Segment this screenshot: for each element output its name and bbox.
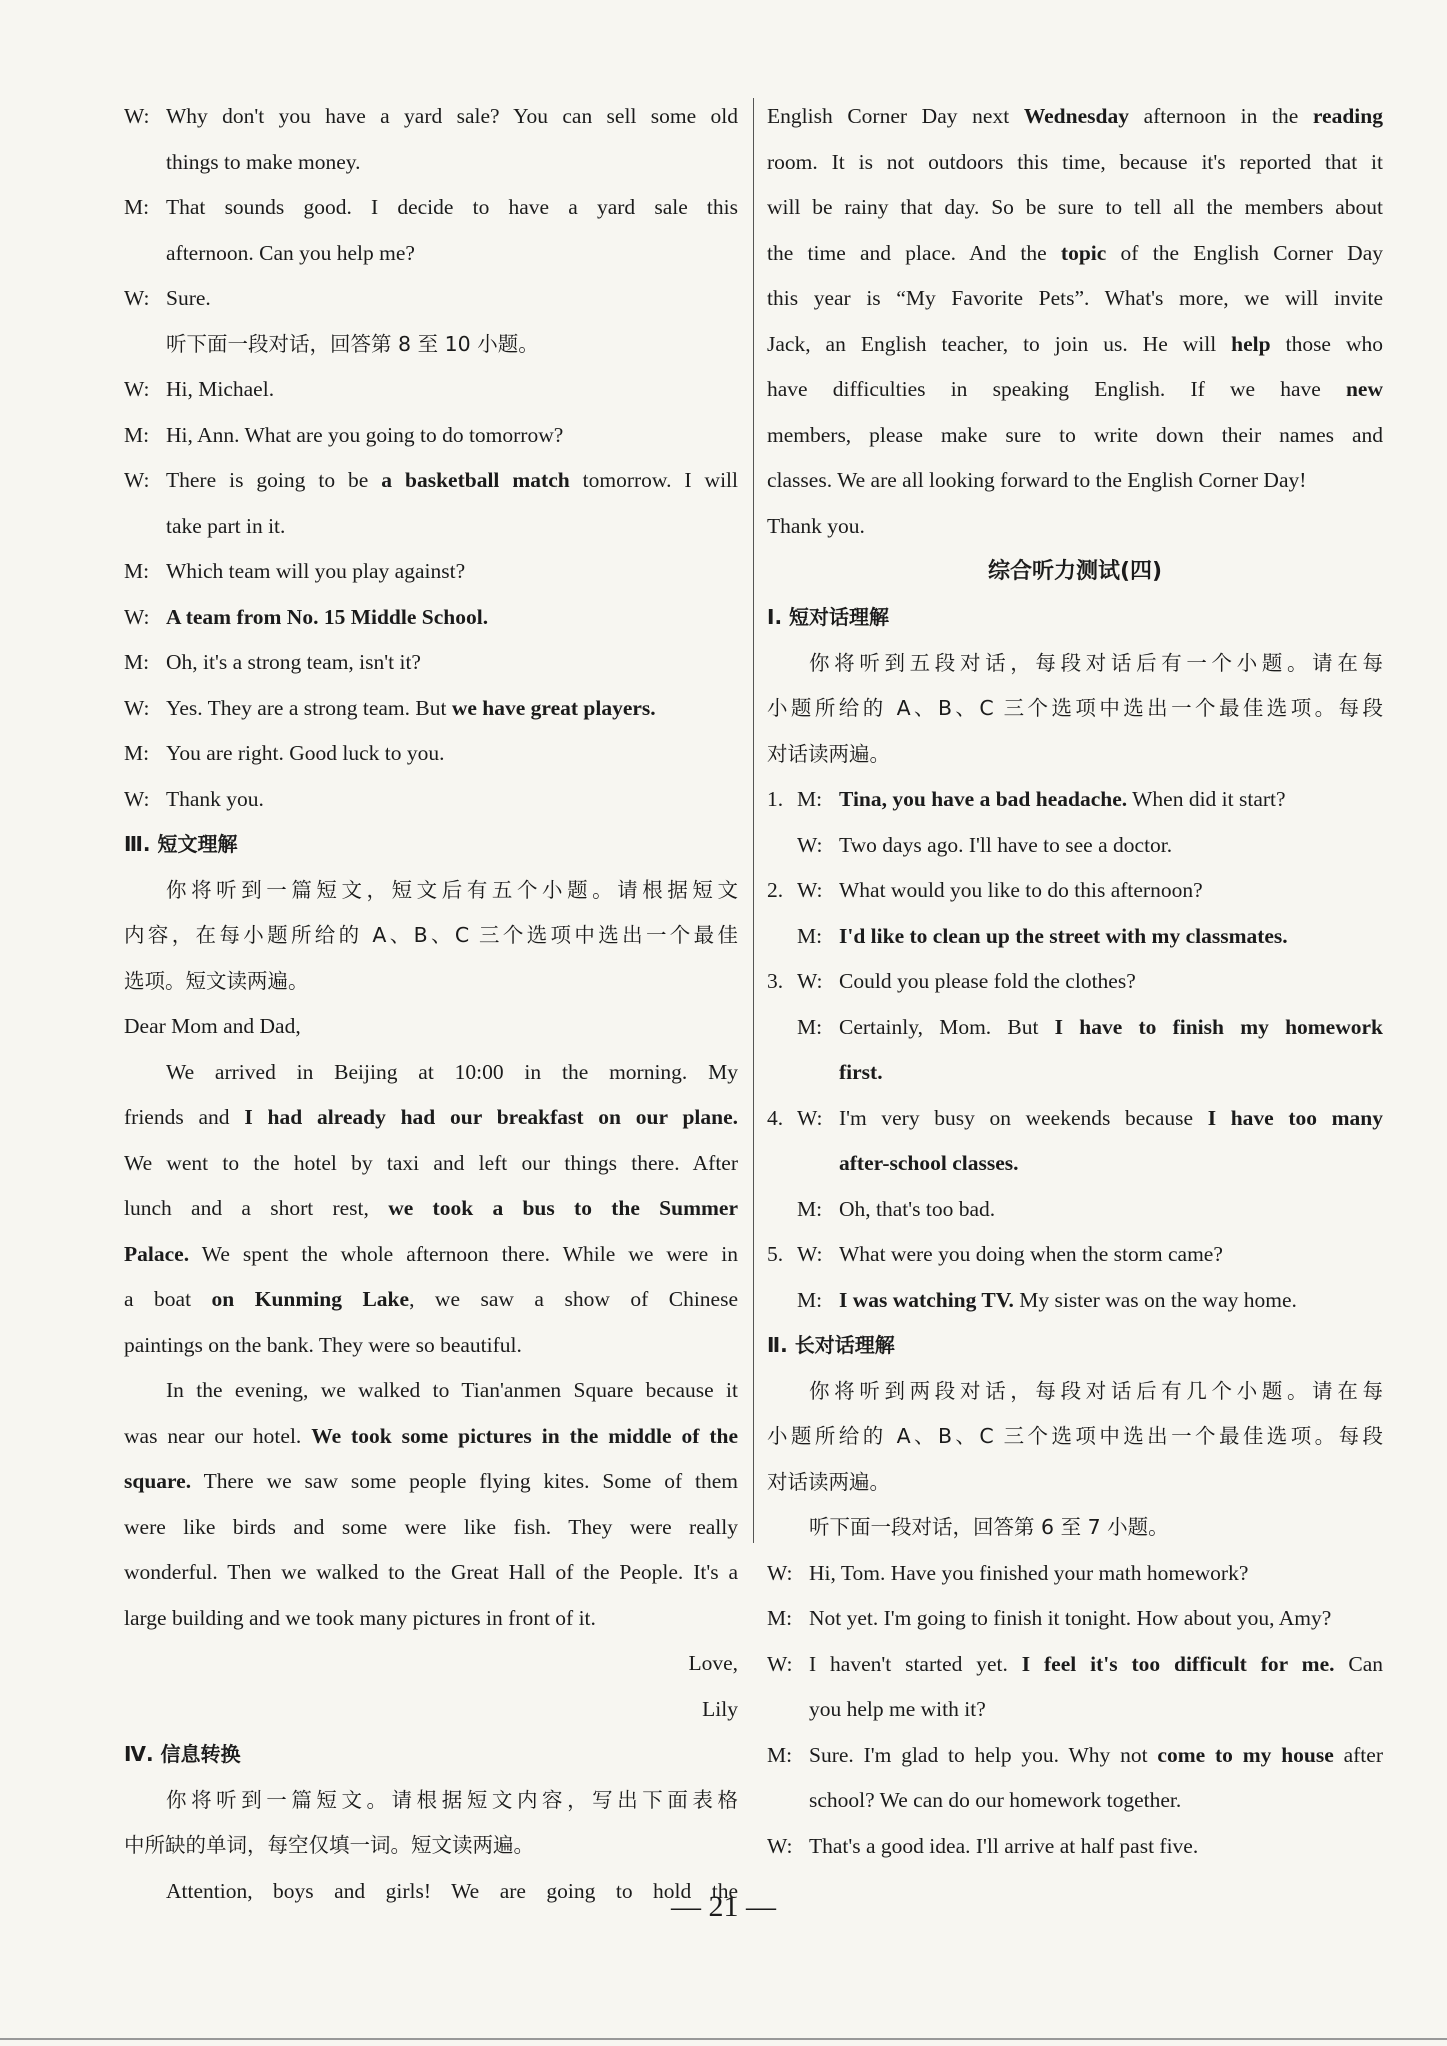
speaker-label: W: [767,1560,793,1585]
text-segment: Oh, that's too bad. [839,1196,996,1221]
dialog-text [166,777,738,823]
dialog-text [166,640,738,686]
dialog-text [166,549,738,595]
speaker-label: W: [124,468,150,492]
dialog-basketball [124,367,738,822]
dialog-line [124,185,738,231]
footer-rule [0,2038,1447,2040]
speaker-label: W: [124,695,150,720]
text-segment: Sure. [166,286,211,310]
instruction-line: 小题所给的 A、B、C 三个选项中选出一个最佳选项。每段 [767,1424,1383,1448]
text-segment: of the English Corner Day [1106,240,1383,265]
section-2-instructions [767,1369,1383,1506]
text-line [767,413,1383,459]
text-segment: friends and [124,1105,245,1129]
question-number [767,1005,797,1051]
text-segment: There is going to be [166,468,382,492]
question-number [767,1278,797,1324]
emphasis-text: I feel it's too difficult for me. [1021,1651,1335,1676]
text-segment: large building and we took many pictures in front of it. [124,1605,596,1630]
text-segment: My sister was on the way home. [1013,1287,1297,1312]
text-segment: afternoon in the [1128,104,1313,128]
dialog-line [124,140,738,186]
text-line [124,1186,738,1232]
text-line [124,1505,738,1551]
instruction-8-10: 听下面一段对话，回答第 8 至 10 小题。 [166,331,539,356]
speaker-label [124,231,166,277]
instruction-line: 你将听到一篇短文。请根据短文内容，写出下面表格 [166,1787,738,1812]
passage-continued [767,94,1383,549]
emphasis-text: I had already had our breakfast on our plane. [244,1105,738,1129]
left-column [124,94,738,1914]
speaker-label: W: [797,969,823,993]
text-segment: What were you doing when the storm came? [839,1242,1223,1266]
speaker-label: W: [797,1105,823,1130]
text-segment: When did it start? [1127,787,1286,811]
text-segment: Certainly, Mom. But [839,1014,1055,1039]
dialog-line [767,1096,1383,1142]
speaker-label: W: [124,377,150,401]
text-segment: I haven't started yet. [809,1651,1022,1676]
dialog-text [166,276,738,322]
dialog-text [166,94,738,140]
dialog-line [767,1824,1383,1870]
letter-body [124,1050,738,1642]
text-segment: English Corner Day next [767,104,1024,128]
speaker-label [767,1687,809,1733]
dialog-line [767,1232,1383,1278]
text-line [767,458,1383,504]
dialog-text [839,868,1383,914]
section-3-instructions [124,868,738,1005]
emphasis-text: I have too many [1207,1105,1383,1130]
text-segment: after [1333,1742,1383,1767]
section-1-title: Ⅰ. 短对话理解 [767,605,890,629]
speaker-label: M: [797,1014,823,1039]
text-segment: Hi, Tom. Have you finished your math homework? [809,1560,1249,1585]
speaker-label: W: [767,1833,793,1858]
dialog-line [124,367,738,413]
emphasis-text: on Kunming Lake [211,1287,410,1311]
text-segment: You are right. Good luck to you. [166,741,445,765]
speaker-label: M: [767,1742,793,1767]
short-dialogs [767,777,1383,1323]
instruction-line: 小题所给的 A、B、C 三个选项中选出一个最佳选项。每段 [767,696,1383,720]
text-segment: Jack, an English teacher, to join us. He will [767,331,1232,356]
text-segment: a boat [124,1287,212,1311]
dialog-line [124,413,738,459]
dialog-text [809,1551,1383,1597]
text-segment: take part in it. [166,513,286,538]
instruction-line: 选项。短文读两遍。 [124,968,309,993]
text-line [767,185,1383,231]
dialog-text [839,1141,1383,1187]
dialog-line [767,1141,1383,1187]
speaker-label [124,140,166,186]
text-segment: Oh, it's a strong team, isn't it? [166,650,421,674]
dialog-line [767,914,1383,960]
emphasis-text: we took a bus to the Summer [388,1196,738,1220]
text-segment: We arrived in Beijing at 10:00 in the morning. My [166,1059,738,1084]
emphasis-text: square. [124,1469,192,1493]
speaker-label: W: [797,832,823,857]
speaker-label: M: [797,923,823,948]
question-number: 4. [767,1105,784,1130]
dialog-text [166,595,738,641]
passage-start: Attention, boys and girls! We are going to hold the [166,1878,738,1903]
dialog-text [809,1687,1383,1733]
text-segment: Could you please fold the clothes? [839,969,1136,993]
dialog-line [767,1596,1383,1642]
instruction-line: 你将听到五段对话，每段对话后有一个小题。请在每 [809,650,1383,675]
speaker-label [797,1141,839,1187]
text-segment: was near our hotel. [124,1423,312,1448]
dialog-text [166,367,738,413]
speaker-label: W: [797,878,823,902]
text-segment: There we saw some people flying kites. Some of them [191,1469,738,1493]
text-line [767,231,1383,277]
text-segment: were like birds and some were like fish. They were really [124,1514,738,1539]
instruction-line: 你将听到两段对话，每段对话后有几个小题。请在每 [809,1378,1383,1403]
speaker-label: M: [797,1196,823,1221]
section-4-title: Ⅳ. 信息转换 [124,1742,241,1766]
speaker-label: M: [124,650,150,674]
text-segment: That sounds good. I decide to have a yard sale this [166,195,738,219]
text-segment: wonderful. Then we walked to the Great Hall of the People. It's a [124,1560,738,1584]
dialog-text [839,959,1383,1005]
instruction-line: 内容，在每小题所给的 A、B、C 三个选项中选出一个最佳 [124,923,738,947]
text-segment: Yes. They are a strong team. But [166,695,452,720]
dialog-text [166,731,738,777]
question-number: 3. [767,969,784,993]
speaker-label: M: [124,741,150,765]
emphasis-text: Tina, you have a bad headache. [839,787,1128,811]
dialog-line [124,640,738,686]
text-segment: We spent the whole afternoon there. While we were in [189,1241,738,1266]
text-segment: Why don't you have a yard sale? You can sell some old [166,104,738,128]
dialog-line [767,868,1383,914]
text-line [124,1277,738,1323]
text-segment: Which team will you play against? [166,559,466,583]
text-segment: lunch and a short rest, [124,1196,389,1220]
instruction-6-7: 听下面一段对话，回答第 6 至 7 小题。 [809,1515,1169,1539]
emphasis-text: a basketball match [381,468,570,492]
speaker-label: M: [797,1287,823,1312]
letter-closing: Love, [688,1651,738,1675]
emphasis-text: I was watching TV. [839,1287,1014,1312]
dialog-text [166,686,738,732]
section-3-title: Ⅲ. 短文理解 [124,832,238,856]
speaker-label: W: [124,604,150,629]
text-segment: Thank you. [166,786,264,811]
dialog-line [124,276,738,322]
text-segment: afternoon. Can you help me? [166,240,415,265]
dialog-text [839,1232,1383,1278]
dialog-line [767,1642,1383,1688]
dialog-line [767,1778,1383,1824]
text-segment: school? We can do our homework together. [809,1788,1182,1812]
column-divider [753,98,754,1543]
text-line [124,1141,738,1187]
text-line [767,140,1383,186]
page-number: — 21 — [671,1890,776,1923]
text-segment: you help me with it? [809,1697,986,1721]
dialog-text [839,823,1383,869]
text-segment: Hi, Michael. [166,377,275,401]
text-segment: That's a good idea. I'll arrive at half past five. [809,1833,1199,1858]
text-segment: classes. We are all looking forward to the English Corner Day! [767,468,1307,492]
text-segment: room. It is not outdoors this time, because it's reported that it [767,149,1383,174]
dialog-text [809,1824,1383,1870]
speaker-label: M: [124,559,150,583]
text-segment: things to make money. [166,149,361,174]
emphasis-text: reading [1312,104,1383,128]
dialog-line [767,1733,1383,1779]
question-number [767,1187,797,1233]
emphasis-text: new [1345,377,1383,401]
text-line [124,1596,738,1642]
dialog-line [124,777,738,823]
dialog-line [767,1187,1383,1233]
dialog-text [839,777,1383,823]
dialog-text [839,1278,1383,1324]
dialog-line [767,1050,1383,1096]
emphasis-text: come to my house [1157,1742,1334,1767]
instruction-line: 中所缺的单词，每空仅填一词。短文读两遍。 [124,1833,534,1857]
dialog-line [767,1687,1383,1733]
dialog-line [124,595,738,641]
speaker-label: W: [124,786,150,811]
dialog-line [767,1551,1383,1597]
emphasis-text: help [1231,331,1271,356]
text-segment: tomorrow. I will [569,468,738,492]
text-line [124,1323,738,1369]
speaker-label [767,1778,809,1824]
dialog-text [839,1096,1383,1142]
dialog-text [809,1642,1383,1688]
text-line [767,94,1383,140]
speaker-label [124,504,166,550]
letter-greeting: Dear Mom and Dad, [124,1014,301,1038]
dialog-line [124,94,738,140]
instruction-line: 对话读两遍。 [767,1469,890,1494]
long-dialog [767,1551,1383,1870]
text-line [124,1550,738,1596]
emphasis-text: after-school classes. [839,1151,1019,1175]
dialog-text [839,914,1383,960]
dialog-text [166,458,738,504]
question-number [767,1050,797,1096]
dialog-text [166,231,738,277]
dialog-line [767,823,1383,869]
dialog-line [767,777,1383,823]
text-segment: Two days ago. I'll have to see a doctor. [839,832,1173,857]
emphasis-text: I'd like to clean up the street with my classmates. [839,923,1288,948]
question-number: 5. [767,1242,784,1266]
text-line [124,1459,738,1505]
dialog-line [767,959,1383,1005]
question-number [767,823,797,869]
speaker-label [797,1050,839,1096]
text-segment: will be rainy that day. So be sure to tell all the members about [767,195,1383,219]
dialog-line [124,731,738,777]
question-number [767,914,797,960]
emphasis-text: We took some pictures in the middle of the [311,1423,738,1448]
text-segment: We went to the hotel by taxi and left our things there. After [124,1150,738,1175]
emphasis-text: topic [1060,240,1107,265]
speaker-label: W: [124,286,150,310]
letter-signature: Lily [702,1696,738,1721]
dialog-text [839,1050,1383,1096]
dialog-line [124,231,738,277]
text-segment: those who [1270,331,1383,356]
dialog-text [809,1733,1383,1779]
speaker-label: M: [124,195,150,219]
text-segment: the time and place. And the [767,240,1061,265]
section-4-instructions [124,1778,738,1869]
text-line [124,1368,738,1414]
question-number [767,1141,797,1187]
dialog-text [809,1778,1383,1824]
dialog-text [839,1187,1383,1233]
dialog-text [839,1005,1383,1051]
text-line [124,1414,738,1460]
speaker-label: M: [797,787,823,811]
text-segment: , we saw a show of Chinese [409,1287,738,1311]
text-segment: Thank you. [767,513,865,538]
speaker-label: M: [767,1606,793,1630]
dialog-line [124,686,738,732]
instruction-line: 你将听到一篇短文，短文后有五个小题。请根据短文 [166,877,738,902]
emphasis-text: I have to finish my homework [1054,1014,1384,1039]
dialog-line [124,549,738,595]
emphasis-text: Palace. [124,1241,190,1266]
emphasis-text: we have great players. [451,695,656,720]
dialog-line [767,1278,1383,1324]
text-segment: Sure. I'm glad to help you. Why not [809,1742,1158,1767]
text-line [124,1232,738,1278]
dialog-text [166,140,738,186]
dialog-text [809,1596,1383,1642]
speaker-label: W: [767,1651,793,1676]
dialog-line [124,504,738,550]
text-segment: have difficulties in speaking English. If we have [767,377,1346,401]
text-line [767,276,1383,322]
instruction-line: 对话读两遍。 [767,741,890,766]
speaker-label: W: [124,104,150,128]
text-segment: paintings on the bank. They were so beautiful. [124,1332,522,1357]
emphasis-text: first. [839,1060,883,1084]
text-segment: Hi, Ann. What are you going to do tomorrow? [166,422,564,447]
question-number: 2. [767,878,784,902]
text-segment: members, please make sure to write down their names and [767,422,1383,447]
text-line [767,367,1383,413]
text-segment: this year is “My Favorite Pets”. What's more, we will invite [767,286,1383,310]
dialog-line [767,1005,1383,1051]
text-line [767,504,1383,550]
emphasis-text: Wednesday [1023,104,1129,128]
speaker-label: W: [797,1242,823,1266]
dialog-line [124,458,738,504]
test-title: 综合听力测试(四) [987,559,1163,584]
dialog-text [166,185,738,231]
text-line [767,322,1383,368]
text-line [124,1050,738,1096]
speaker-label: M: [124,422,150,447]
text-segment: Can [1334,1651,1383,1676]
dialog-yard-sale [124,94,738,322]
emphasis-text: A team from No. 15 Middle School. [166,604,489,629]
section-2-title: Ⅱ. 长对话理解 [767,1333,895,1357]
right-column [767,94,1383,1869]
dialog-text [166,504,738,550]
text-line [124,1095,738,1141]
text-segment: I'm very busy on weekends because [839,1105,1208,1130]
text-segment: In the evening, we walked to Tian'anmen Square because it [166,1378,738,1402]
dialog-text [166,413,738,459]
text-segment: Not yet. I'm going to finish it tonight. How about you, Amy? [809,1606,1332,1630]
section-1-instructions [767,641,1383,778]
question-number: 1. [767,787,784,811]
text-segment: What would you like to do this afternoon? [839,878,1203,902]
